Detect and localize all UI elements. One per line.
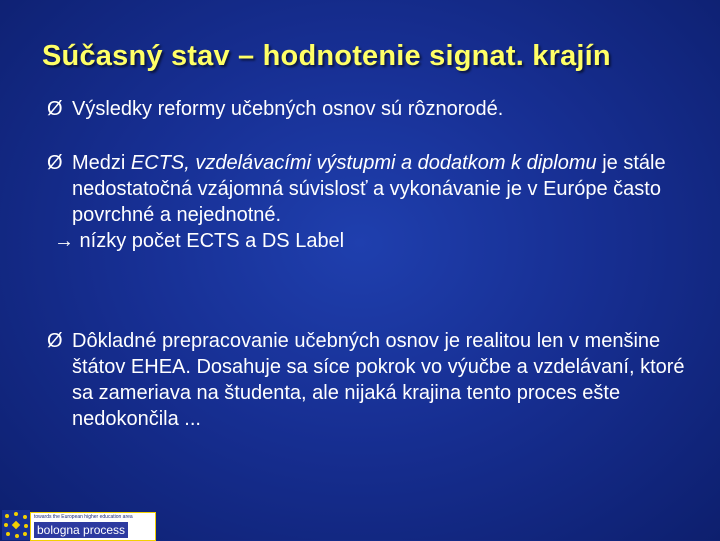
bullet-prefix: Medzi	[72, 152, 131, 174]
bullet-text	[47, 96, 687, 122]
bullet-suffix: sú rôznorodé.	[375, 98, 504, 120]
bullet-item-ects	[47, 150, 687, 254]
logo-name: bologna process	[34, 522, 128, 538]
bullet-emphasis: reformy učebných osnov	[157, 98, 376, 120]
logo-tagline: towards the European higher education area	[34, 514, 133, 520]
bullet-prefix: Výsledky	[72, 98, 158, 120]
bullet-italic: ECTS, vzdelávacími výstupmi a dodatkom k diplomu	[130, 152, 597, 174]
bullet-text: Dôkladné prepracovanie učebných osnov je realitou len v menšine štátov EHEA. Dosahuje sa síce pokrok vo výučbe a vzdelávaní, ktoré sa zameriava na študenta, ale nijaká krajina tento proces ešte nedokončila ...	[72, 330, 685, 430]
bullet-item-results	[47, 96, 687, 122]
logo-badge	[30, 512, 156, 541]
bullet-suffix: je stále nedostatočná vzájomná súvislosť a vykonávanie je v Európe často povrchné a nejednotné.	[72, 152, 666, 226]
bullet-arrow-icon: Ø	[47, 98, 63, 120]
bullet-arrow-icon: Ø	[47, 152, 63, 174]
bullet-arrow-icon: Ø	[47, 330, 63, 352]
bologna-process-logo	[0, 510, 155, 540]
bullet-text	[47, 150, 687, 228]
slide-title: Súčasný stav – hodnotenie signat. krajín	[42, 40, 611, 72]
bullet-item-curriculum	[47, 328, 687, 432]
stars-icon	[2, 510, 30, 540]
bullet-subline: → nízky počet ECTS a DS Label	[54, 230, 345, 252]
